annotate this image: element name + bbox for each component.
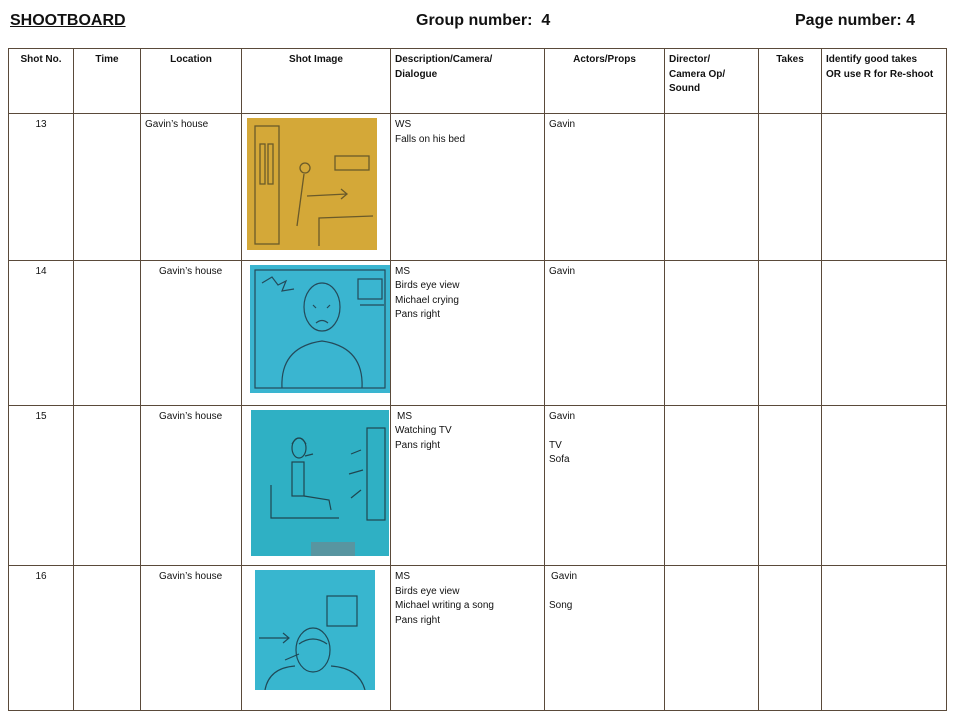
shot-description (391, 260, 545, 405)
col-shot-no: Shot No. (9, 49, 74, 114)
shot-actors (545, 566, 665, 711)
shot-actors (545, 405, 665, 566)
shot-actors (545, 114, 665, 261)
actors-line (549, 585, 660, 600)
description-line: MS (395, 571, 410, 582)
description-line: WS (395, 119, 412, 130)
shot-description (391, 566, 545, 711)
col-actors: Actors/Props (545, 49, 665, 114)
shot-identify (822, 114, 947, 261)
shot-image-sketch (255, 570, 375, 690)
shot-time (74, 566, 141, 711)
shot-image-cell (242, 114, 391, 261)
actors-line (549, 424, 660, 439)
col-identify-line: OR use R for Re-shoot (826, 68, 934, 80)
shootboard-table (8, 48, 947, 711)
table-row (9, 566, 947, 711)
shot-number: 14 (9, 260, 74, 405)
actors-line: TV (549, 439, 562, 451)
actors-line: Gavin (551, 571, 578, 582)
col-description-line: Dialogue (395, 68, 438, 80)
group-number-value: 4 (541, 12, 551, 29)
header-row (9, 49, 947, 114)
table-row (9, 260, 947, 405)
description-line: Pans right (395, 439, 441, 451)
description-line: Birds eye view (395, 585, 460, 597)
col-director (665, 49, 759, 114)
shot-director (665, 260, 759, 405)
actors-line: Sofa (549, 454, 570, 465)
table-row (9, 114, 947, 261)
sketch-paper (247, 118, 377, 250)
shot-image-cell (242, 566, 391, 711)
shot-takes (759, 260, 822, 405)
description-line: MS (397, 410, 412, 422)
sketch-paper (251, 410, 389, 556)
shot-location: Gavin’s house (141, 260, 242, 405)
actors-line: Song (549, 600, 573, 611)
shot-time (74, 260, 141, 405)
table-row (9, 405, 947, 566)
description-line: Falls on his bed (395, 133, 466, 145)
col-time: Time (74, 49, 141, 114)
shot-identify (822, 405, 947, 566)
group-number (416, 12, 550, 30)
shot-description (391, 405, 545, 566)
shot-location: Gavin’s house (141, 114, 242, 261)
sketch-paper (250, 265, 390, 393)
actors-line: Gavin (549, 265, 576, 277)
description-line: Michael writing a song (395, 600, 494, 611)
shot-image-sketch (251, 410, 389, 556)
description-line: Pans right (395, 309, 441, 320)
col-identify (822, 49, 947, 114)
shot-takes (759, 114, 822, 261)
shot-director (665, 566, 759, 711)
col-director-line: Sound (669, 83, 701, 94)
description-line: Watching TV (395, 425, 452, 436)
description-line: MS (395, 265, 410, 277)
shot-identify (822, 260, 947, 405)
col-takes: Takes (759, 49, 822, 114)
shot-number: 16 (9, 566, 74, 711)
col-location: Location (141, 49, 242, 114)
shot-time (74, 405, 141, 566)
col-shot-image: Shot Image (242, 49, 391, 114)
shot-time (74, 114, 141, 261)
shot-image-sketch (247, 118, 377, 250)
page-number-value: 4 (906, 12, 916, 29)
group-number-label: Group number: (416, 12, 533, 29)
description-line: Birds eye view (395, 280, 460, 291)
shot-actors (545, 260, 665, 405)
shot-identify (822, 566, 947, 711)
description-line: Pans right (395, 614, 441, 626)
shot-takes (759, 566, 822, 711)
col-description (391, 49, 545, 114)
document-title: SHOOTBOARD (10, 12, 126, 29)
page-header (0, 12, 957, 38)
shot-takes (759, 405, 822, 566)
col-director-line: Camera Op/ (669, 68, 726, 80)
shot-director (665, 405, 759, 566)
shot-image-cell (242, 405, 391, 566)
col-description-line: Description/Camera/ (395, 54, 493, 65)
shot-director (665, 114, 759, 261)
shot-number: 15 (9, 405, 74, 566)
page-number (795, 12, 915, 30)
col-director-line: Director/ (669, 54, 711, 65)
shot-location: Gavin’s house (141, 566, 242, 711)
shot-image-sketch (250, 265, 390, 393)
actors-line: Gavin (549, 119, 576, 130)
shot-image-cell (242, 260, 391, 405)
shot-description (391, 114, 545, 261)
shot-number: 13 (9, 114, 74, 261)
shot-location: Gavin’s house (141, 405, 242, 566)
col-identify-line: Identify good takes (826, 54, 918, 65)
description-line: Michael crying (395, 294, 459, 306)
sketch-tape (311, 542, 355, 556)
page-number-label: Page number: (795, 12, 902, 29)
actors-line: Gavin (549, 410, 576, 422)
